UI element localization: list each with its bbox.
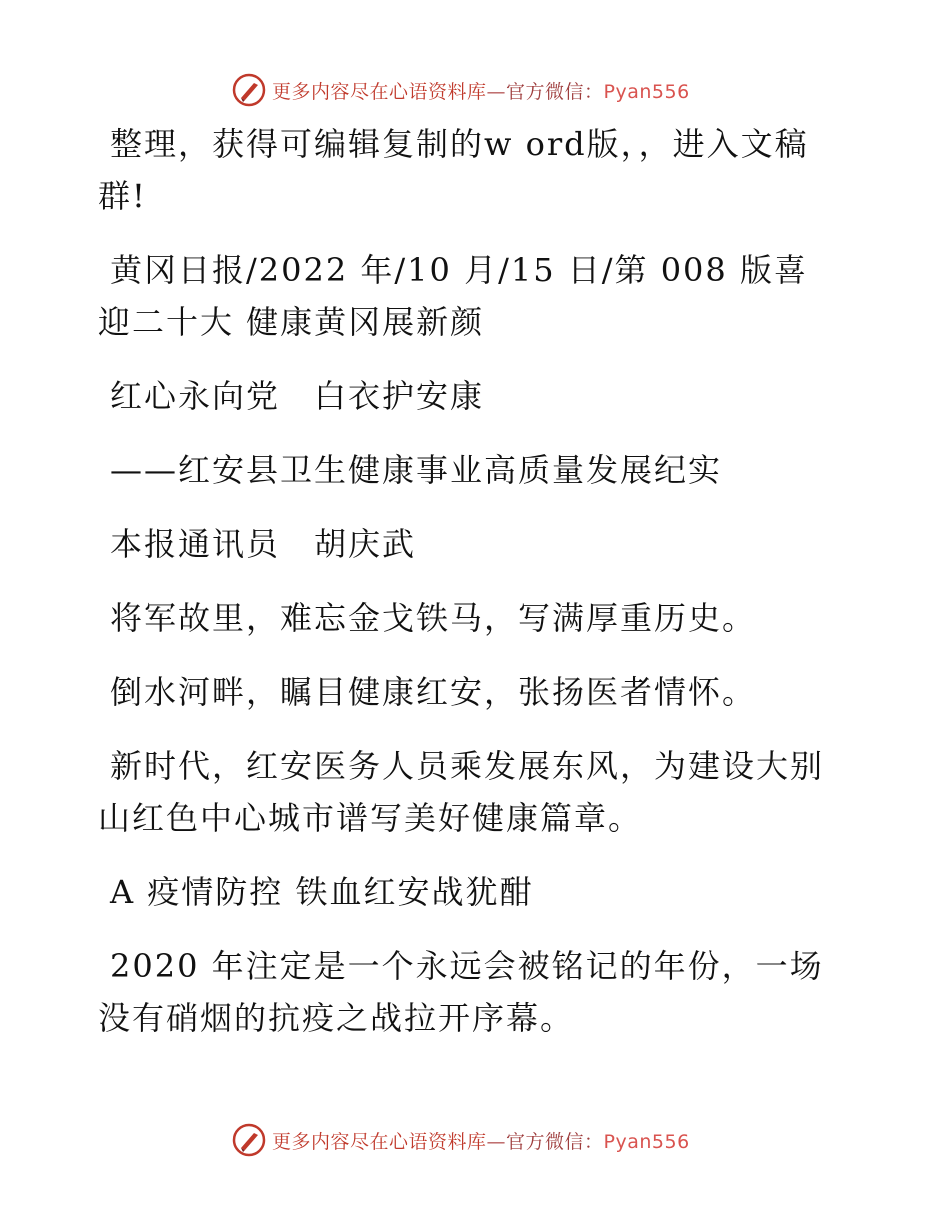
watermark-account: Pyan556 [603, 80, 690, 103]
body-paragraph: 将军故里，难忘金戈铁马，写满厚重历史。 [110, 599, 757, 637]
document-body [98, 118, 838, 1066]
body-paragraph: 倒水河畔，瞩目健康红安，张扬医者情怀。 [110, 673, 757, 711]
article-subtitle: ——红安县卫生健康事业高质量发展纪实 [110, 451, 723, 489]
intro-paragraph: 整理，获得可编辑复制的w ord版，，进入文稿群! [98, 125, 809, 215]
body-paragraph: 2020 年注定是一个永远会被铭记的年份，一场没有硝烟的抗疫之战拉开序幕。 [98, 947, 824, 1037]
watermark-official-label: 官方微信： [506, 80, 604, 103]
watermark-dash: — [486, 1130, 507, 1153]
pen-logo-icon [232, 73, 266, 107]
article-title: 红心永向党 白衣护安康 [110, 377, 485, 415]
footer-watermark-banner [232, 1122, 732, 1158]
watermark-text [272, 77, 690, 104]
watermark-site: 更多内容尽在心语资料库 [272, 1130, 487, 1153]
pen-logo-icon [232, 1123, 266, 1157]
watermark-site: 更多内容尽在心语资料库 [272, 80, 487, 103]
article-byline: 本报通讯员 胡庆武 [110, 525, 417, 563]
watermark-official-label: 官方微信： [506, 1130, 604, 1153]
header-watermark-banner [232, 72, 732, 108]
watermark-dash: — [486, 80, 507, 103]
watermark-account: Pyan556 [603, 1130, 690, 1153]
body-paragraph: 新时代，红安医务人员乘发展东风，为建设大别山红色中心城市谱写美好健康篇章。 [98, 747, 825, 837]
section-heading: A 疫情防控 铁血红安战犹酣 [110, 873, 534, 911]
source-line: 黄冈日报/2022 年/10 月/15 日/第 008 版喜迎二十大 健康黄冈展新颜 [98, 251, 808, 341]
watermark-text [272, 1127, 690, 1154]
